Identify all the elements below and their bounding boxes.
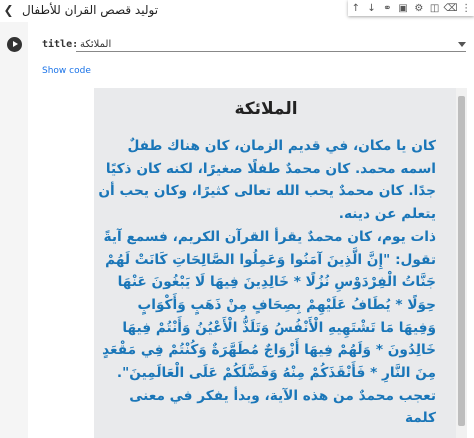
cell-gutter: [0, 22, 28, 438]
story-paragraph: ذات يوم، كان محمدٌ يقرأ القرآن الكريم، فسمع آيةً تقول: "إِنَّ الَّذِينَ آمَنُوا وَعَمِلُوا الصَّالِحَاتِ كَانَتْ لَهُمْ جَنَّاتُ الْفِرْدَوْسِ نُزُلًا * خَالِدِينَ فِيهَا لَا يَبْغُونَ عَنْهَا حِوَلًا * يُطَافُ عَلَيْهِمْ بِصِحَافٍ مِنْ ذَهَبٍ وَأَكْوَابٍ وَفِيهَا مَا تَشْتَهِيهِ الْأَنْفُسُ وَتَلَذُّ الْأَعْيُنُ وَأَنْتُمْ فِيهَا خَالِدُونَ * وَلَهُمْ فِيهَا أَزْوَاجٌ مُطَهَّرَةٌ وَكُنْتُمْ فِي مَقْعَدٍ مِنَ النَّارِ * فَأَنْقَذَكُمْ مِنْهُ وَفَضَّلَكُمْ عَلَى الْعَالَمِينَ".: [102, 228, 436, 382]
story-paragraph: تعجب محمدٌ من هذه الآية، وبدأ يفكر في معنى كلمة: [129, 387, 436, 427]
mirror-icon[interactable]: ◫: [429, 2, 440, 14]
chevron-left-icon[interactable]: ❮: [3, 3, 14, 17]
form-field-label: title:: [42, 39, 79, 50]
cell-toolbar: [348, 0, 474, 16]
story-paragraph: كان يا مكان، في قديم الزمان، كان هناك طفلٌ اسمه محمد. كان محمدٌ طفلًا صغيرًا، لكنه كان ذكيًا جدًا. كان محمدٌ يحب الله تعالى كثيرًا، وكان يحب أن يتعلم عن دينه.: [98, 138, 436, 223]
title-dropdown[interactable]: [76, 38, 466, 52]
link-icon[interactable]: ⚭: [383, 2, 392, 14]
run-cell-button[interactable]: [7, 37, 22, 52]
show-code-link[interactable]: Show code: [42, 66, 91, 76]
arrow-down-icon[interactable]: ↓: [367, 2, 376, 14]
title-dropdown-value: الملائكة: [80, 39, 112, 50]
chevron-down-icon[interactable]: [458, 42, 466, 47]
arrow-up-icon[interactable]: ↑: [351, 2, 361, 14]
settings-icon[interactable]: ⚙: [414, 2, 424, 14]
delete-icon[interactable]: ⌫: [443, 2, 458, 14]
cell-header: [0, 0, 474, 20]
cell-output: [94, 88, 462, 438]
form-row: [42, 38, 466, 54]
scrollbar-thumb[interactable]: [458, 96, 465, 426]
output-scrollbar[interactable]: [456, 88, 467, 438]
more-icon[interactable]: ⋮: [461, 2, 472, 14]
cell-title[interactable]: توليد قصص القران للأطفال: [22, 3, 159, 17]
story-text: [96, 135, 436, 430]
story-title: الملائكة: [234, 99, 298, 119]
comment-icon[interactable]: ▣: [398, 2, 408, 14]
